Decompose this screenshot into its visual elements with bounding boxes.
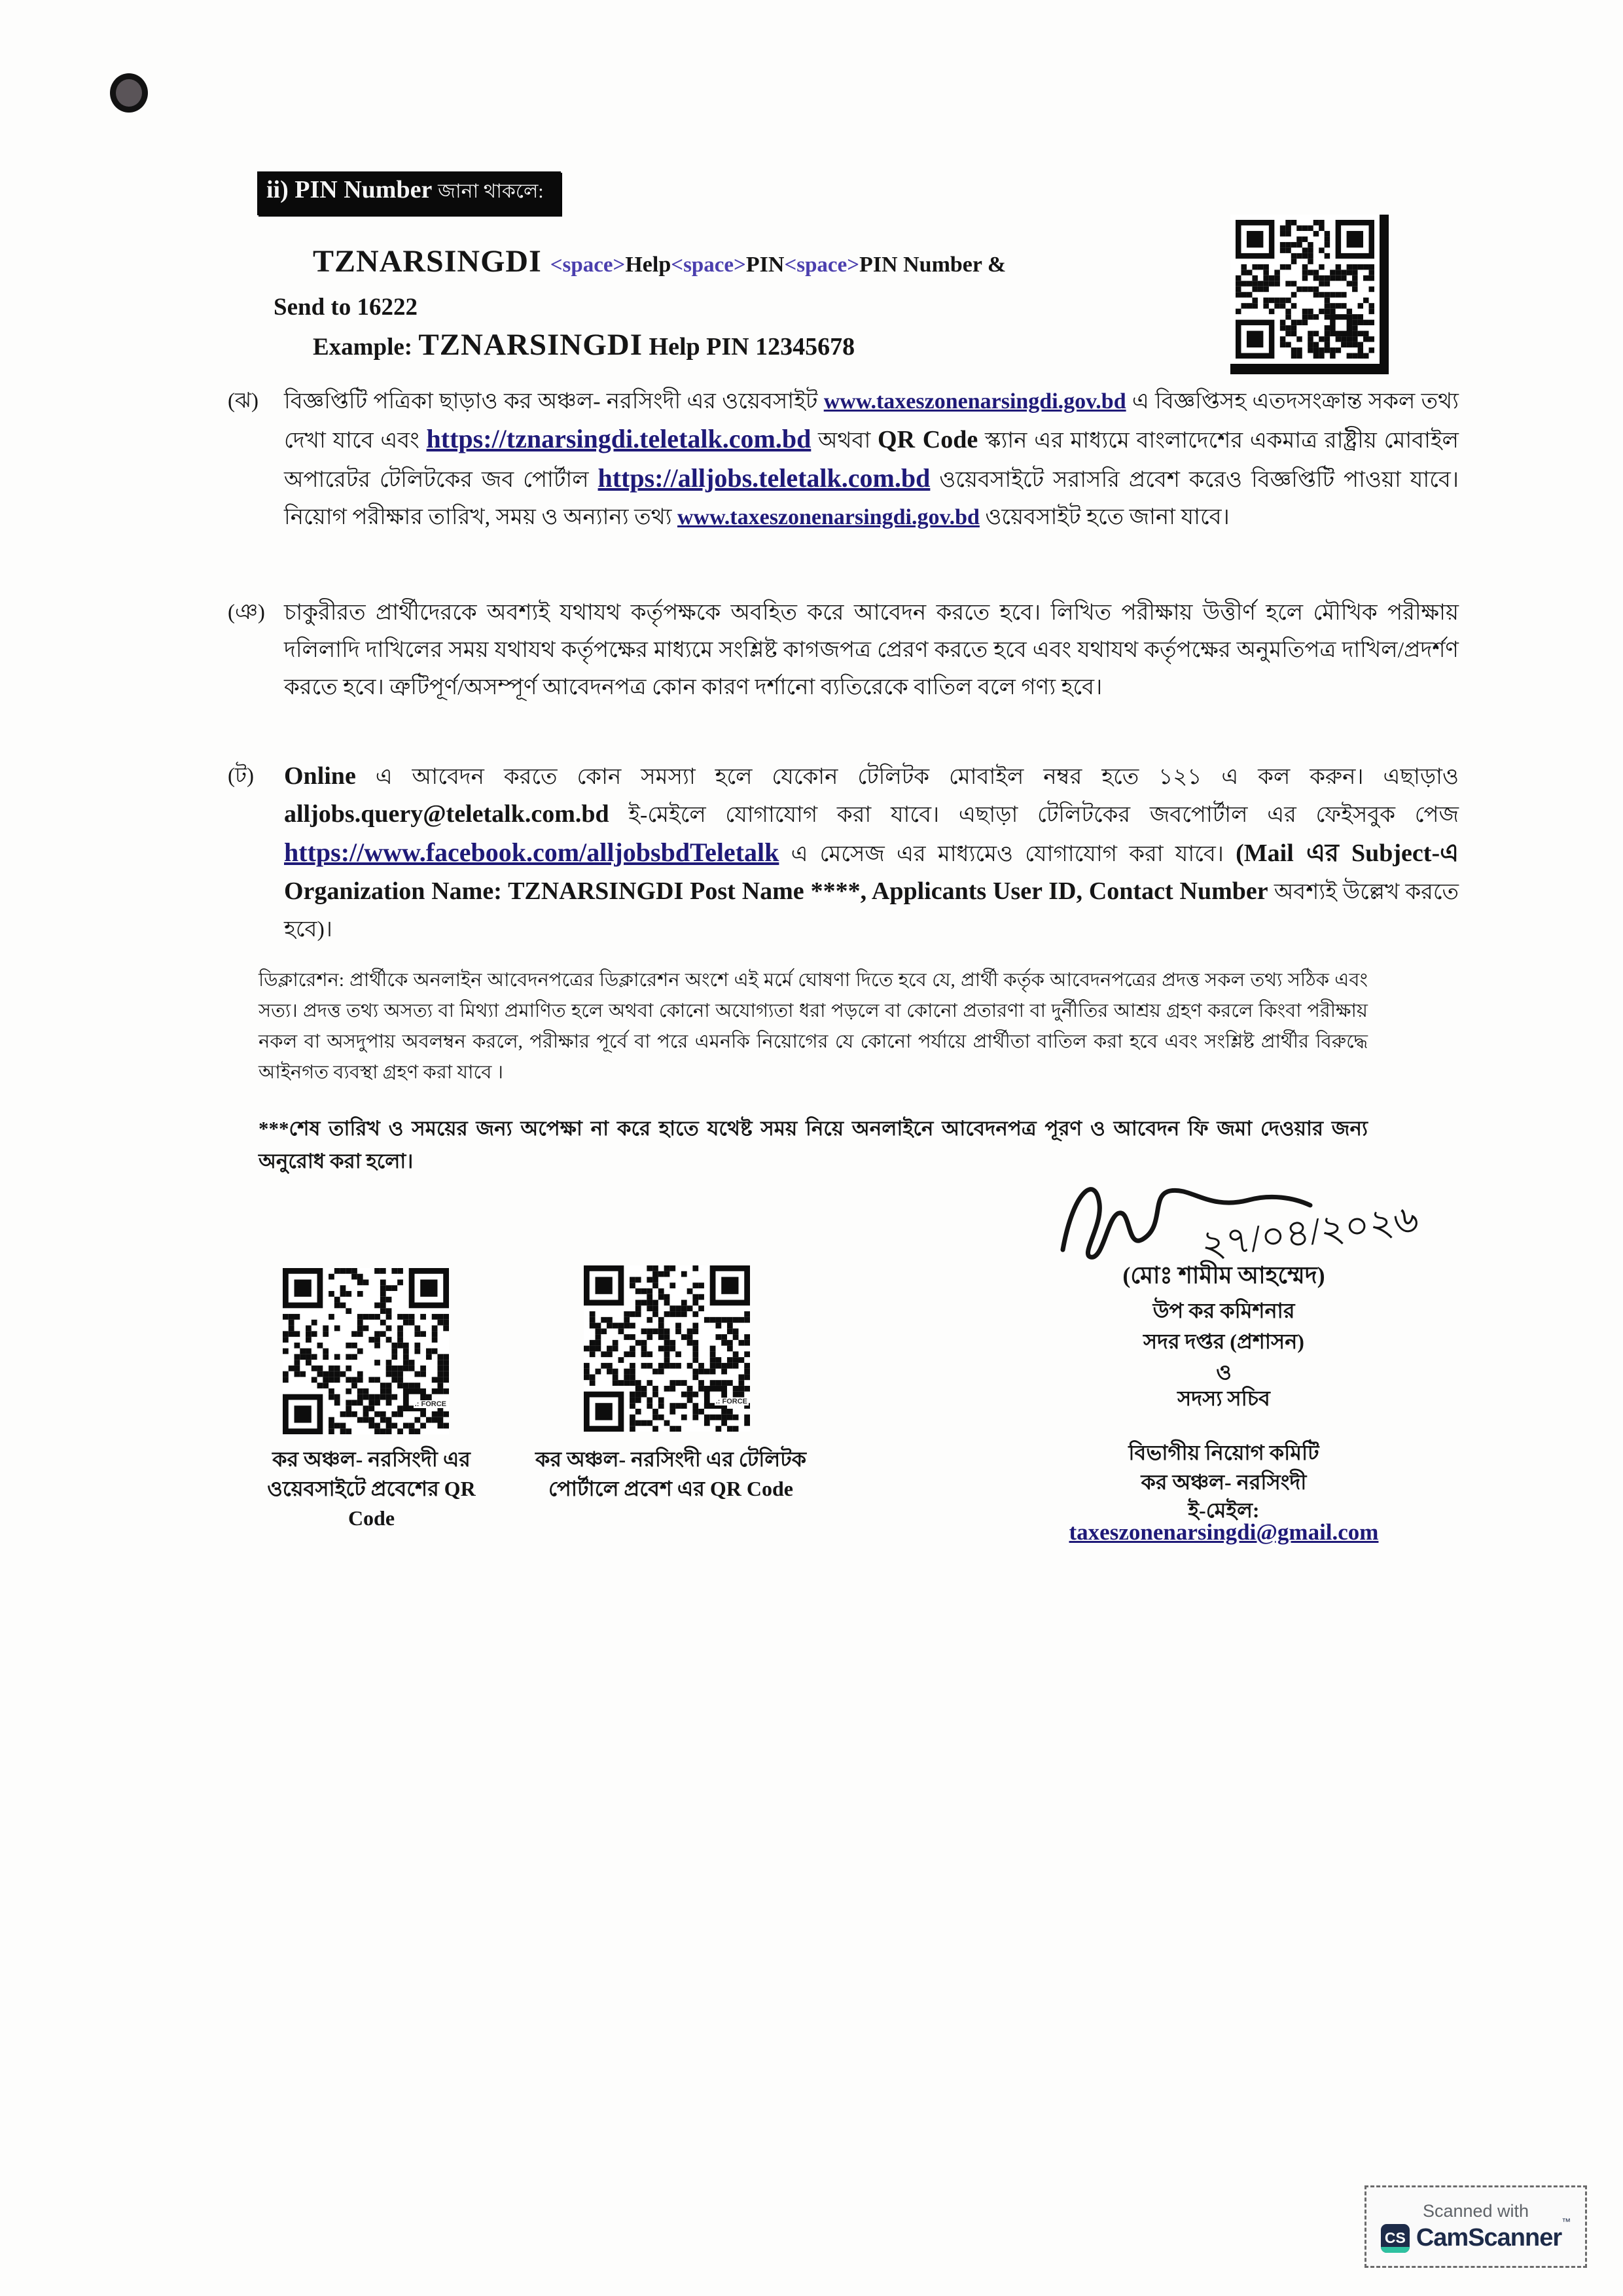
camscanner-scanned-with: Scanned with xyxy=(1422,2200,1529,2221)
email-label: ই-মেইল: xyxy=(1188,1498,1260,1522)
paragraph-ta xyxy=(228,758,1459,948)
paragraph-jha xyxy=(228,383,1459,536)
committee-line-1: বিভাগীয় নিয়োগ কমিটি xyxy=(1128,1441,1319,1464)
trademark-symbol: ™ xyxy=(1561,2216,1571,2227)
qr-code-pin-help xyxy=(1230,215,1389,374)
qr-right-caption xyxy=(517,1445,825,1504)
qr-left-caption-line: কর অঞ্চল- নরসিংদী এর xyxy=(272,1447,471,1471)
camscanner-watermark xyxy=(1364,2185,1587,2268)
contact-email-link: taxeszonenarsingdi@gmail.com xyxy=(1069,1519,1379,1545)
qr-right-caption-line: পোর্টালে প্রবেশ এর QR Code xyxy=(548,1477,793,1500)
paragraph-nio xyxy=(228,594,1459,706)
sms-format-line: TZNARSINGDI <space>Help<space>PIN<space>PIN Number & xyxy=(313,244,1007,279)
qr-pattern xyxy=(584,1265,750,1432)
camscanner-icon-text: CS xyxy=(1384,2229,1406,2246)
example-rest: Help PIN 12345678 xyxy=(643,333,855,361)
camscanner-logo-icon xyxy=(1381,2224,1410,2253)
qr-code-website-access xyxy=(283,1268,449,1434)
qr-generator-logo: .: FORCE xyxy=(414,1400,446,1408)
paragraph-nio-label: (ঞ) xyxy=(228,601,265,624)
section-header-bengali: জানা থাকলে: xyxy=(438,181,544,202)
signatory-title-2: সদর দপ্তর (প্রশাসন) xyxy=(1143,1330,1304,1353)
section-header-pin-number xyxy=(257,171,561,215)
qr-left-caption-line: Code xyxy=(348,1506,395,1530)
qr-left-caption xyxy=(239,1445,504,1533)
qr-generator-logo: .: FORCE xyxy=(715,1398,747,1405)
signatory-title-3: সদস্য সচিব xyxy=(1177,1386,1270,1410)
paragraph-nio-text: চাকুরীরত প্রার্থীদেরকে অবশ্যই যথাযথ কর্তৃপক্ষকে অবহিত করে আবেদন করতে হবে। লিখিত পরীক্ষায় উত্তীর্ণ হলে মৌখিক পরীক্ষায় দলিলাদি দাখিলের সময় যথাযথ কর্তৃপক্ষের মাধ্যমে সংশ্লিষ্ট কাগজপত্র প্রেরণ করতে হবে এবং যথাযথ কর্তৃপক্ষের অনুমতিপত্র দাখিল/প্রদর্শণ করতে হবে। ত্রুটিপূর্ণ/অসম্পূর্ণ আবেদনপত্র কোন কারণ দর্শানো ব্যতিরেকে বাতিল বলে গণ্য হবে। xyxy=(284,601,1459,699)
paragraph-ta-label: (ট) xyxy=(228,764,254,788)
qr-pattern xyxy=(283,1268,449,1434)
qr-right-caption-line: কর অঞ্চল- নরসিংদী এর টেলিটক xyxy=(535,1447,807,1471)
paragraph-jha-text: বিজ্ঞপ্তিটি পত্রিকা ছাড়াও কর অঞ্চল- নরসিংদী এর ওয়েবসাইট www.taxeszonenarsingdi.gov.bd এ বিজ্ঞপ্তিসহ এতদসংক্রান্ত সকল তথ্য দেখা যাবে এবং https://tznarsingdi.teletalk.com.bd অথবা QR Code স্ক্যান এর মাধ্যমে বাংলাদেশের একমাত্র রাষ্ট্রীয় মোবাইল অপারেটর টেলিটকের জব পোর্টাল https://alljobs.teletalk.com.bd ওয়েবসাইটে সরাসরি প্রবেশ করেও বিজ্ঞপ্তিটি পাওয়া যাবে। নিয়োগ পরীক্ষার তারিখ, সময় ও অন্যান্য তথ্য www.taxeszonenarsingdi.gov.bd ওয়েবসাইট হতে জানা যাবে। xyxy=(284,389,1459,529)
example-code: TZNARSINGDI xyxy=(418,328,643,362)
paragraph-jha-label: (ঝ) xyxy=(228,389,259,413)
camscanner-brand: CamScanner™ xyxy=(1416,2216,1571,2252)
signatory-conjunction: ও xyxy=(1216,1360,1232,1384)
deadline-note: ***শেষ তারিখ ও সময়ের জন্য অপেক্ষা না করে হাতে যথেষ্ট সময় নিয়ে অনলাইনে আবেদনপত্র পূরণ ও আবেদন ফি জমা দেওয়ার জন্য অনুরোধ করা হলো। xyxy=(259,1117,1368,1173)
sms-example-line xyxy=(313,327,855,362)
signatory-name: (মোঃ শামীম আহম্মেদ) xyxy=(1122,1262,1325,1288)
hole-punch-mark xyxy=(110,73,148,113)
paragraph-ta-text: Online এ আবেদন করতে কোন সমস্যা হলে যেকোন টেলিটক মোবাইল নম্বর হতে ১২১ এ কল করুন। এছাড়াও alljobs.query@teletalk.com.bd ই-মেইলে যোগাযোগ করা যাবে। এছাড়া টেলিটকের জবপোর্টাল এর ফেইসবুক পেজ https://www.facebook.com/alljobsbdTeletalk এ মেসেজ এর মাধ্যমেও যোগাযোগ করা যাবে। (Mail এর Subject-এ Organization Name: TZNARSINGDI Post Name ****, Applicants User ID, Contact Number অবশ্যই উল্লেখ করতে হবে)। xyxy=(284,762,1459,942)
handwritten-date: ২৭/০৪/২০২৬ xyxy=(1198,1197,1421,1267)
sms-send-to-line: Send to 16222 xyxy=(274,294,418,321)
declaration-paragraph: ডিক্লারেশন: প্রার্থীকে অনলাইন আবেদনপত্রের ডিক্লারেশন অংশে এই মর্মে ঘোষণা দিতে হবে যে, প্রার্থী কর্তৃক আবেদনপত্রের প্রদত্ত সকল তথ্য সঠিক এবং সত্য। প্রদত্ত তথ্য অসত্য বা মিথ্যা প্রমাণিত হলে অথবা কোনো অযোগ্যতা ধরা পড়লে বা কোনো প্রতারণা বা দুর্নীতির আশ্রয় গ্রহণ করলে কিংবা পরীক্ষায় নকল বা অসদুপায় অবলম্বন করলে, পরীক্ষার পূর্বে বা পরে এমনকি নিয়োগের যে কোনো পর্যায়ে প্রার্থীতা বাতিল করা হবে এবং সংশ্লিষ্ট প্রার্থীর বিরুদ্ধে আইনগত ব্যবস্থা গ্রহণ করা যাবে । xyxy=(259,970,1368,1083)
qr-left-caption-line: ওয়েবসাইটে প্রবেশের QR xyxy=(267,1477,476,1500)
signatory-title-1: উপ কর কমিশনার xyxy=(1152,1299,1295,1322)
qr-code-teletalk-portal xyxy=(584,1265,750,1432)
qr-pattern xyxy=(1236,220,1374,359)
example-label: Example: xyxy=(313,334,419,361)
section-header-latin: ii) PIN Number xyxy=(266,176,438,203)
committee-line-2: কর অঞ্চল- নরসিংদী xyxy=(1141,1470,1307,1494)
